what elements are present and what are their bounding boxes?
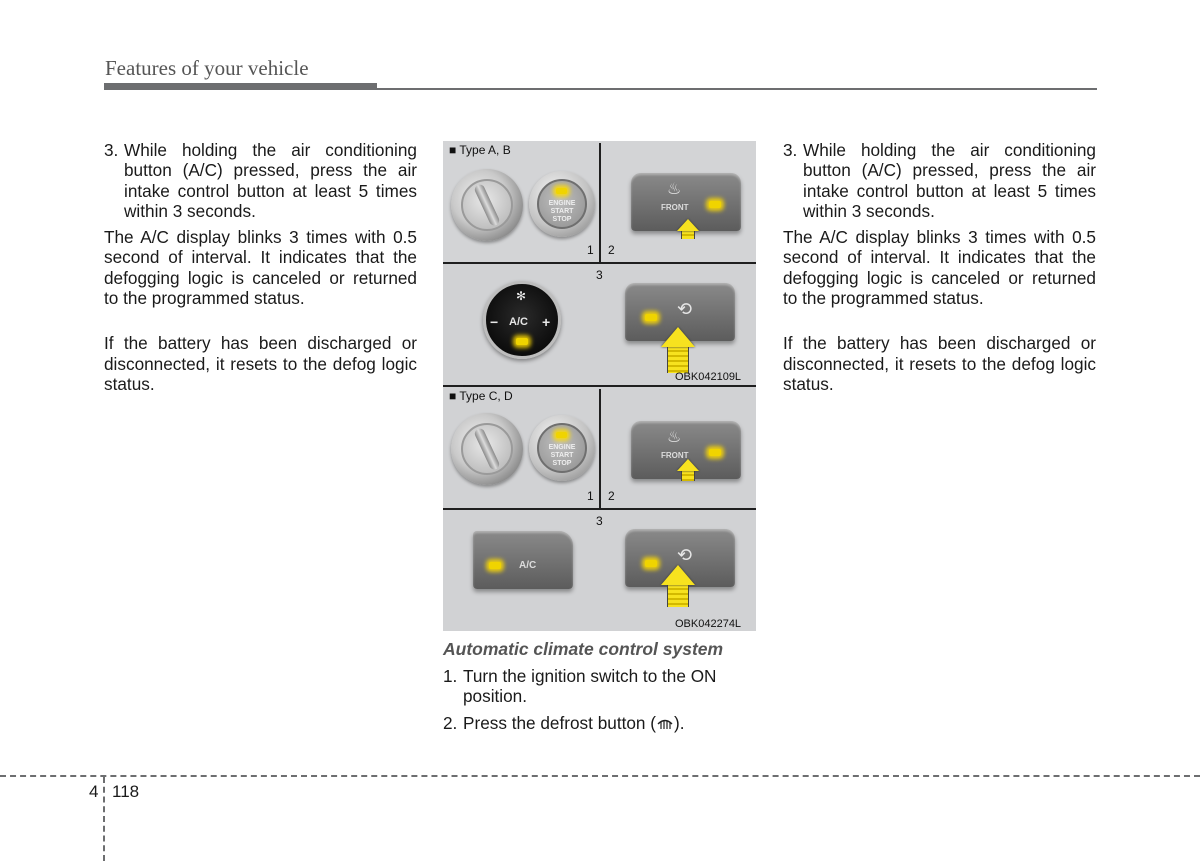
step-text: Turn the ignition switch to the ON position. [463,666,717,707]
ignition-key-knob [451,413,523,485]
ignition-key-knob [451,169,523,241]
start-button-face [537,179,587,229]
plus-sign: + [542,314,551,330]
divider [599,389,601,508]
step-label-1: 1 [587,243,594,257]
step-text: While holding the air conditioning button (A/C) pressed, press the air intake control button at least 5 times within 3 seconds. [124,140,417,221]
chapter-number: 4 [89,782,99,801]
header-rule [377,88,1097,90]
key-slot [473,183,501,227]
ac-indicator-led [489,562,501,569]
section-heading: Automatic climate control system [443,639,724,659]
image-code-cd: OBK042274L [675,618,742,630]
minus-sign: − [490,314,499,330]
engine-label: ENGINE [548,200,576,207]
caption-step-2 [443,713,756,733]
start-button-indicator [556,188,567,194]
left-step-3 [104,140,417,221]
step-number: 3. [104,140,119,160]
start-button-face [537,423,587,473]
recirculation-indicator-led [645,560,657,567]
press-arrow [661,327,695,373]
engine-start-stop-button [529,415,595,481]
type-cd-label: ■ Type C, D [449,389,513,403]
defrost-icon: ♨ [667,181,682,198]
defrost-indicator-led [709,449,721,456]
left-paragraph-1: The A/C display blinks 3 times with 0.5 second of interval. It indicates that the defogging logic is canceled or returned to the programmed status. [104,227,417,309]
press-arrow [671,459,705,481]
right-column [783,140,1096,394]
page-number: 118 [112,782,140,801]
ac-indicator-led [516,338,528,345]
divider [443,385,756,387]
start-button-indicator [556,432,567,438]
step-label-3: 3 [596,268,603,282]
step-label-2: 2 [608,243,615,257]
stop-label: STOP [552,216,572,223]
defrost-icon [656,715,674,729]
illustration-figure [443,141,756,631]
front-label: FRONT [661,203,689,212]
caption-steps [443,666,756,733]
header-accent-bar [104,83,377,90]
ac-label: A/C [509,316,528,328]
left-paragraph-2: If the battery has been discharged or disconnected, it resets to the defog logic status. [104,333,417,394]
key-cylinder [461,179,513,231]
step-number: 2. [443,712,458,733]
right-step-3 [783,140,1096,221]
divider [443,262,756,264]
ac-button-panel [473,531,573,589]
press-arrow [661,565,695,607]
recirculation-icon: ⟲ [677,545,693,565]
page-header-title: Features of your vehicle [105,56,309,80]
type-ab-label: ■ Type A, B [449,143,511,157]
image-code-ab: OBK042109L [675,371,742,383]
recirculation-icon: ⟲ [677,299,693,319]
step-number: 1. [443,666,458,686]
ac-control-dial [483,281,561,359]
recirculation-indicator-led [645,314,657,321]
engine-label: ENGINE [548,444,576,451]
right-paragraph-1: The A/C display blinks 3 times with 0.5 second of interval. It indicates that the defogging logic is canceled or returned to the programmed status. [783,227,1096,309]
key-slot [473,427,501,471]
footer-rule [0,775,1200,777]
press-arrow [671,219,705,239]
footer-divider [103,777,105,861]
caption-step-1 [443,666,756,707]
divider [443,508,756,510]
step-number: 3. [783,140,798,160]
step-label-3: 3 [596,514,603,528]
stop-label: STOP [552,460,572,467]
start-label: START [550,452,574,459]
step-text-before: Press the defrost button ( [463,712,656,733]
engine-start-stop-button [529,171,595,237]
step-text: While holding the air conditioning button (A/C) pressed, press the air intake control button at least 5 times within 3 seconds. [803,140,1096,221]
key-cylinder [461,423,513,475]
divider [599,143,601,262]
right-paragraph-2: If the battery has been discharged or disconnected, it resets to the defog logic status. [783,333,1096,394]
step-text [463,713,756,733]
step-label-1: 1 [587,489,594,503]
fan-icon: ✻ [516,289,527,303]
left-column [104,140,417,394]
step-label-2: 2 [608,489,615,503]
defrost-icon: ♨ [667,429,682,446]
defrost-indicator-led [709,201,721,208]
ac-label: A/C [519,560,537,571]
step-text-after: ). [673,712,685,733]
front-label: FRONT [661,451,689,460]
start-label: START [550,208,574,215]
